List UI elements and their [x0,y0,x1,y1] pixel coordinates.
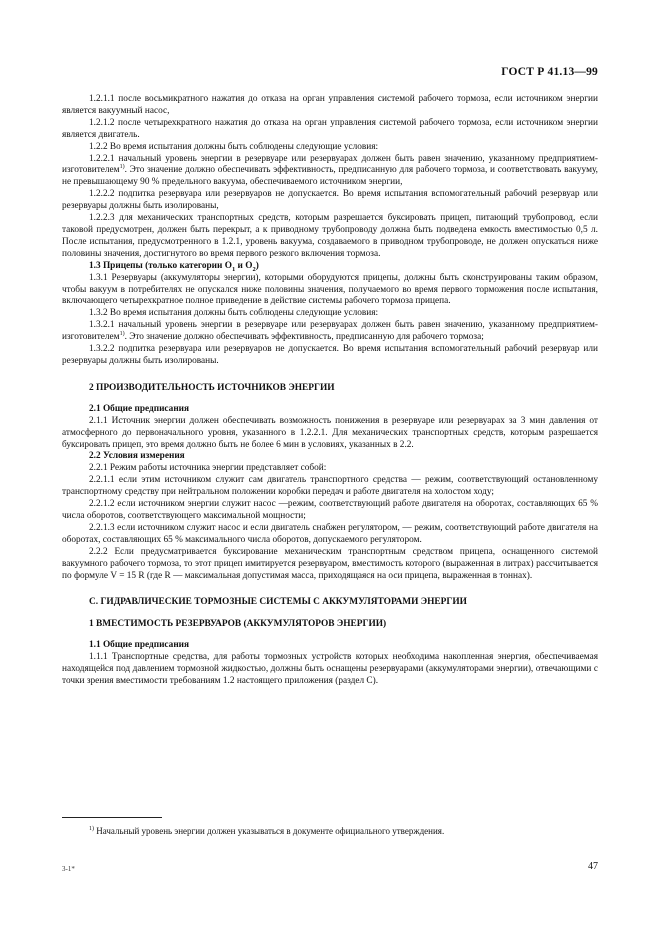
section-heading: 2.1 Общие предписания [89,403,190,414]
paragraph: 2.2.1 Режим работы источника энергии представляет собой: [89,463,327,474]
print-signature: 3-1* [62,865,75,873]
standard-number: ГОСТ Р 41.13—99 [501,66,598,78]
footnote-divider [62,817,162,818]
footnote: $^{1)}$ Начальный уровень энергии должен указываться в документе официального утверждения. [89,826,445,836]
paragraph: 1.3.1 Резервуары (аккумуляторы энергии), которыми оборудуются прицепы, должны быть сконструированы таким образом, чтобы вакуум в потребителях не опускался ниже половины значения, получаемого во время первого торможения после испытания, включающего четырехкратное полное приведение в действие системы рабочего тормоза прицепа. [62,272,598,307]
section-heading: 1.3 Прицепы (только категории $O_1$ и $O_2$) [89,260,259,273]
paragraph: 1.2.2.2 подпитка резервуара или резервуаров не допускается. Во время испытания вспомогательный рабочий резервуар или резервуары должны быть изолированы, [62,189,598,212]
paragraph: 1.3.2.2 подпитка резервуара или резервуаров не допускается. Во время испытания вспомогательный рабочий резервуар или резервуары должны быть изолированы. [62,344,598,366]
page-number: 47 [588,861,598,872]
paragraph: 1.3.2.1 начальный уровень энергии в резервуаре или резервуарах должен быть равен значению, указанному предприятием-изготовителем$^{1)}$. Это значение должно обеспечивать эффективность, предписанную для рабочего тормоза; [62,320,598,343]
paragraph: 2.2.2 Если предусматривается буксирование механическим транспортным средством прицепа, оснащенного системой вакуумного рабочего тормоза, то этот прицеп имитируется резервуаром, вместимость которого (выраженная в литрах) рассчитывается по формуле V = 15 R (где R — максимальная допустимая масса, приходящаяся на оси прицепа, выраженная в тоннах). [62,546,598,581]
paragraph: 1.2.2.3 для механических транспортных средств, которым разрешается буксировать прицеп, питающий трубопровод, если таковой предусмотрен, должен быть перекрыт, а к приводному трубопроводу должна быть подведена емкость вместимостью 0,5 л. После испытания, предусмотренного в 1.2.1, уровень вакуума, создаваемого в приводном трубопроводе, не должен опускаться ниже половины значения, достигнутого во время первого резкого включения тормоза. [62,213,598,259]
section-heading: 1.1 Общие предписания [89,640,190,651]
paragraph: 1.2.2.1 начальный уровень энергии в резервуаре или резервуарах должен быть равен значению, указанному предприятием-изготовителем$^{1)}$. Это значение должно обеспечивать эффективность, предписанную для рабочего тормоза, и соответствовать вакууму, не превышающему 90 % предельного вакуума, обеспечиваемого источником энергии, [62,153,598,188]
footnote-ref: 1) [119,331,125,338]
paragraph: 1.2.1.2 после четырехкратного нажатия до отказа на орган управления системой рабочего тормоза, если источником энергии является двигатель. [62,117,598,140]
paragraph: 1.2.2 Во время испытания должны быть соблюдены следующие условия: [89,141,379,152]
paragraph: 2.2.1.3 если источником служит насос и если двигатель снабжен регулятором, — режим, соответствующий работе двигателя на оборотах, составляющих 65 % максимального числа оборотов, допускаемого регулятором. [62,522,598,545]
paragraph: 2.1.1 Источник энергии должен обеспечивать возможность понижения в резервуаре или резервуарах за 3 мин давления от атмосферного до первоначального уровня, указанного в 1.2.2.1. Для механических транспортных средств, которым разрешается буксировать прицеп, это время должно быть не более 6 мин в условиях, указанных в 2.2. [62,415,598,450]
part-heading: С. ГИДРАВЛИЧЕСКИЕ ТОРМОЗНЫЕ СИСТЕМЫ С АККУМУЛЯТОРАМИ ЭНЕРГИИ [89,597,467,608]
paragraph: 1.1.1 Транспортные средства, для работы тормозных устройств которых необходима накопленная энергия, обеспечиваемая находящейся под давлением тормозной жидкостью, должны быть оснащены резервуарами (аккумуляторами энергии), отвечающими с точки зрения вместимости требованиям 1.2 настоящего приложения (раздел С). [62,652,598,687]
footnote-ref: 1) [119,164,125,171]
paragraph: 1.3.2 Во время испытания должны быть соблюдены следующие условия: [89,308,379,319]
footnote-mark: 1) [89,826,94,832]
paragraph: 2.2.1.2 если источником энергии служит насос —режим, соответствующий работе двигателя на оборотах, составляющих 65 % числа оборотов, соответствующего максимальной мощности; [62,499,598,521]
paragraph: 1.2.1.1 после восьмикратного нажатия до отказа на орган управления системой рабочего тормоза, если источником энергии является вакуумный насос, [62,94,598,116]
document-page [62,0,598,936]
document-body [62,94,598,688]
chapter-heading: 1 ВМЕСТИМОСТЬ РЕЗЕРВУАРОВ (АККУМУЛЯТОРОВ ЭНЕРГИИ) [89,619,387,630]
chapter-heading: 2 ПРОИЗВОДИТЕЛЬНОСТЬ ИСТОЧНИКОВ ЭНЕРГИИ [89,382,335,393]
paragraph: 2.2.1.1 если этим источником служит сам двигатель транспортного средства — режим, соответствующий остановленному транспортному средству при нейтральном положении коробки передач и работе двигателя на холостом ходу; [62,475,598,498]
section-heading: 2.2 Условия измерения [89,451,185,462]
